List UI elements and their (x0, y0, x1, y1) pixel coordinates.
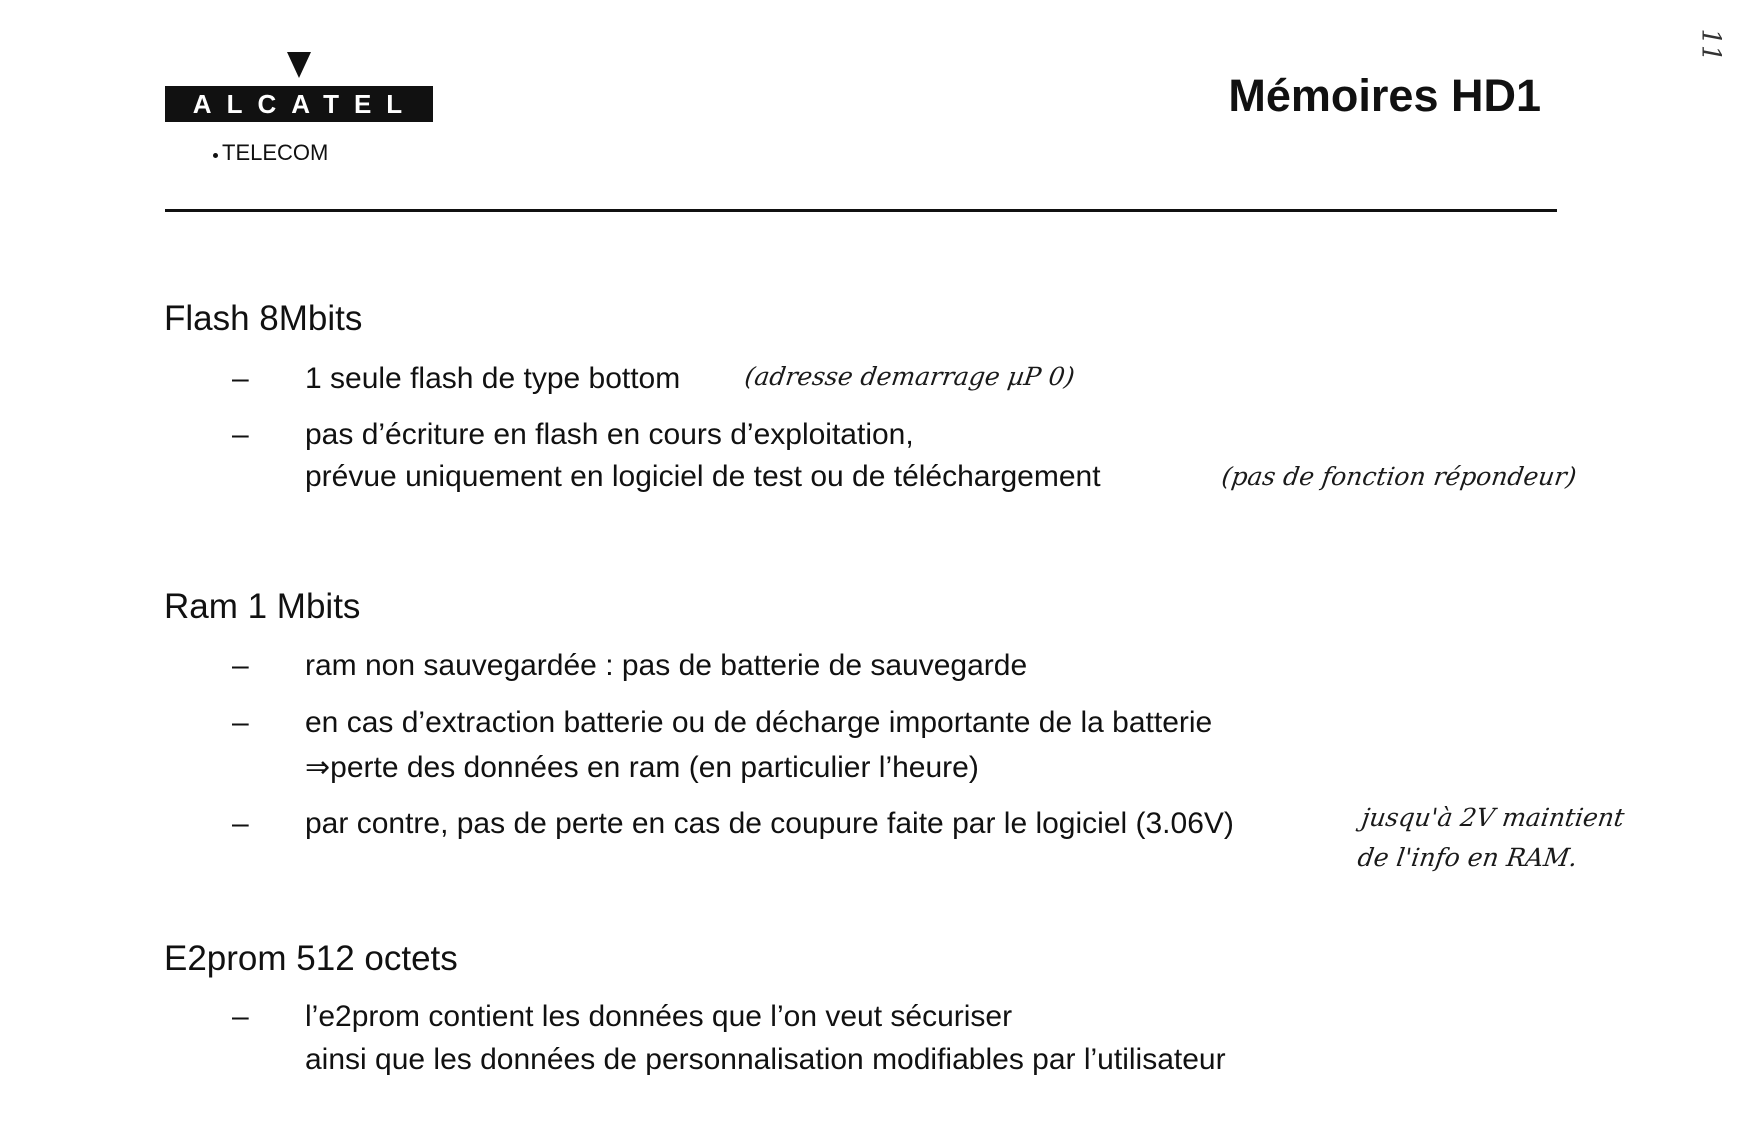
handwritten-note-flash-2: (pas de fonction répondeur) (1219, 462, 1579, 491)
flash-item-2-line-1: pas d’écriture en flash en cours d’exploitation, (305, 418, 914, 451)
logo-triangle-icon (287, 52, 311, 78)
ram-item-3-line-1: par contre, pas de perte en cas de coupure faite par le logiciel (3.06V) (305, 807, 1234, 840)
ram-item-1-line-1: ram non sauvegardée : pas de batterie de sauvegarde (305, 649, 1028, 682)
bullet-dash: – (232, 362, 249, 395)
ram-item-2-line-2: ⇒perte des données en ram (en particulier l’heure) (305, 751, 979, 784)
bullet-dash: – (232, 649, 249, 682)
logo-brand-text: ALCATEL (192, 88, 418, 119)
flash-item-2-line-2: prévue uniquement en logiciel de test ou de téléchargement (305, 460, 1101, 493)
header-divider (165, 209, 1557, 212)
section-title-ram: Ram 1 Mbits (164, 587, 361, 626)
logo-subtitle (213, 140, 328, 166)
logo-dot-icon (213, 153, 218, 158)
handwritten-note-ram-line-2: de l'info en RAM. (1355, 843, 1580, 872)
logo-subtitle-text: TELECOM (222, 140, 329, 165)
bullet-dash: – (232, 706, 249, 739)
page-title: Mémoires HD1 (1228, 70, 1541, 121)
ram-item-2-line-1: en cas d’extraction batterie ou de décharge importante de la batterie (305, 706, 1213, 739)
bullet-dash: – (232, 1000, 249, 1033)
handwritten-note-flash-1: (adresse demarrage µP 0) (742, 362, 1077, 391)
e2prom-item-1-line-2: ainsi que les données de personnalisation modifiables par l’utilisateur (305, 1043, 1226, 1076)
logo-brand-bar (165, 86, 433, 122)
section-title-e2prom: E2prom 512 octets (164, 939, 458, 978)
bullet-dash: – (232, 807, 249, 840)
flash-item-1-line-1: 1 seule flash de type bottom (305, 362, 681, 395)
handwritten-note-ram-line-1: jusqu'à 2V maintient (1359, 803, 1627, 832)
e2prom-item-1-line-1: l’e2prom contient les données que l’on veut sécuriser (305, 1000, 1013, 1033)
page-number: 11 (1695, 28, 1726, 62)
section-title-flash: Flash 8Mbits (164, 299, 363, 338)
bullet-dash: – (232, 418, 249, 451)
